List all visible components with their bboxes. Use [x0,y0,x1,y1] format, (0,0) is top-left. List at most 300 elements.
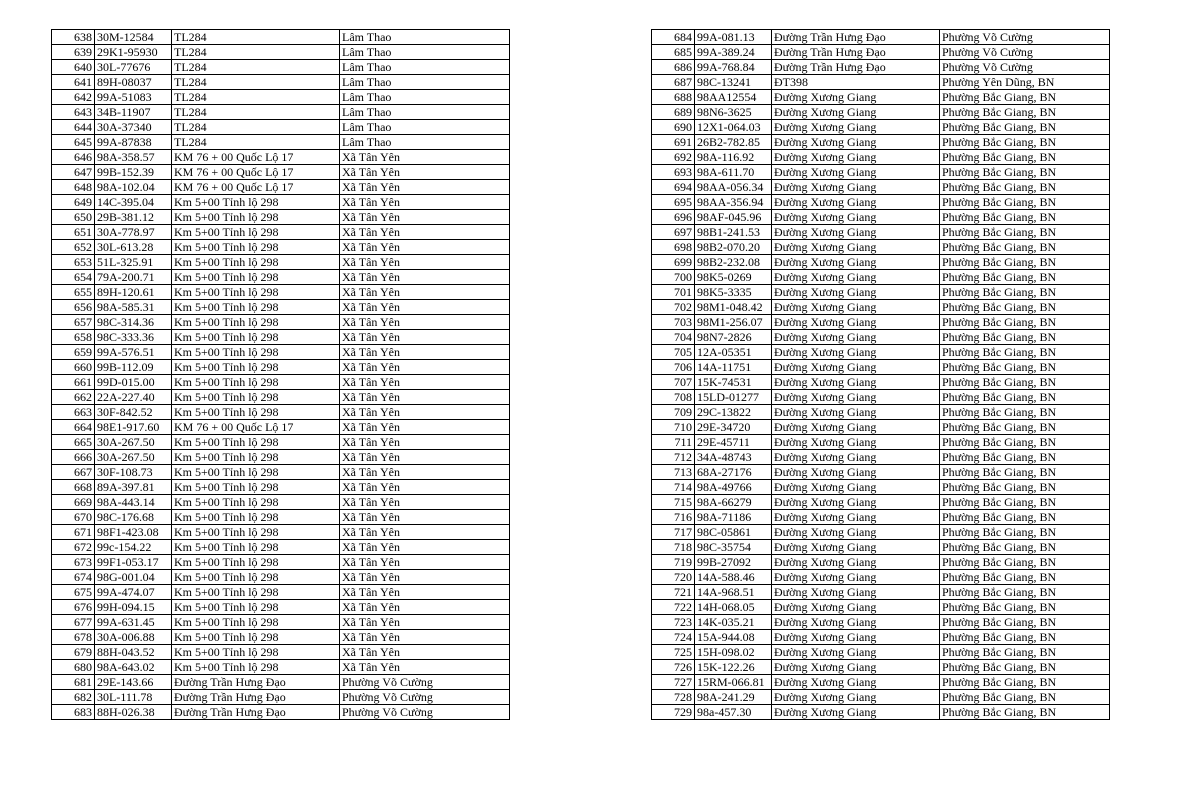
location-cell: Đường Xương Giang [772,435,940,450]
ward-cell: Xã Tân Yên [340,465,510,480]
license-plate-cell: 88H-043.52 [95,645,172,660]
table-row [52,240,510,255]
location-cell: Đường Xương Giang [772,510,940,525]
table-row [52,345,510,360]
table-row [52,585,510,600]
row-number-cell: 640 [52,60,95,75]
license-plate-cell: 14A-588.46 [695,570,772,585]
license-plate-cell: 34A-48743 [695,450,772,465]
license-plate-cell: 30L-111.78 [95,690,172,705]
ward-cell: Phường Bắc Giang, BN [940,375,1110,390]
ward-cell: Xã Tân Yên [340,660,510,675]
location-cell: Km 5+00 Tỉnh lộ 298 [172,480,340,495]
location-cell: KM 76 + 00 Quốc Lộ 17 [172,150,340,165]
location-cell: KM 76 + 00 Quốc Lộ 17 [172,180,340,195]
ward-cell: Lâm Thao [340,135,510,150]
row-number-cell: 651 [52,225,95,240]
license-plate-cell: 29E-45711 [695,435,772,450]
ward-cell: Phường Bắc Giang, BN [940,255,1110,270]
table-row [52,30,510,45]
license-plate-cell: 34B-11907 [95,105,172,120]
row-number-cell: 718 [652,540,695,555]
ward-cell: Xã Tân Yên [340,375,510,390]
location-cell: Km 5+00 Tỉnh lộ 298 [172,570,340,585]
row-number-cell: 702 [652,300,695,315]
location-cell: Đường Xương Giang [772,690,940,705]
ward-cell: Phường Bắc Giang, BN [940,270,1110,285]
location-cell: Đường Xương Giang [772,105,940,120]
license-plate-cell: 98A-611.70 [695,165,772,180]
location-cell: Km 5+00 Tỉnh lộ 298 [172,390,340,405]
license-plate-cell: 15H-098.02 [695,645,772,660]
location-cell: Đường Xương Giang [772,390,940,405]
license-plate-cell: 30F-108.73 [95,465,172,480]
license-plate-cell: 99B-152.39 [95,165,172,180]
location-cell: TL284 [172,135,340,150]
ward-cell: Lâm Thao [340,60,510,75]
license-plate-cell: 98AA-056.34 [695,180,772,195]
license-plate-cell: 99A-474.07 [95,585,172,600]
license-plate-cell: 98A-116.92 [695,150,772,165]
row-number-cell: 657 [52,315,95,330]
row-number-cell: 639 [52,45,95,60]
ward-cell: Xã Tân Yên [340,510,510,525]
ward-cell: Phường Bắc Giang, BN [940,525,1110,540]
table-row [652,480,1110,495]
ward-cell: Xã Tân Yên [340,615,510,630]
ward-cell: Phường Võ Cường [940,30,1110,45]
row-number-cell: 713 [652,465,695,480]
row-number-cell: 675 [52,585,95,600]
ward-cell: Xã Tân Yên [340,225,510,240]
license-plate-cell: 99B-112.09 [95,360,172,375]
ward-cell: Xã Tân Yên [340,195,510,210]
table-row [652,540,1110,555]
row-number-cell: 698 [652,240,695,255]
row-number-cell: 711 [652,435,695,450]
row-number-cell: 721 [652,585,695,600]
license-plate-cell: 15K-74531 [695,375,772,390]
row-number-cell: 699 [652,255,695,270]
ward-cell: Phường Bắc Giang, BN [940,210,1110,225]
row-number-cell: 684 [652,30,695,45]
location-cell: Đường Xương Giang [772,165,940,180]
row-number-cell: 643 [52,105,95,120]
row-number-cell: 726 [652,660,695,675]
row-number-cell: 727 [652,675,695,690]
ward-cell: Phường Bắc Giang, BN [940,165,1110,180]
table-row [652,165,1110,180]
table-row [52,210,510,225]
row-number-cell: 697 [652,225,695,240]
location-cell: Đường Xương Giang [772,660,940,675]
license-plate-cell: 98A-49766 [695,480,772,495]
ward-cell: Lâm Thao [340,30,510,45]
license-plate-cell: 98K5-3335 [695,285,772,300]
table-row [52,90,510,105]
ward-cell: Phường Bắc Giang, BN [940,705,1110,720]
row-number-cell: 677 [52,615,95,630]
table-row [52,660,510,675]
table-row [652,105,1110,120]
ward-cell: Xã Tân Yên [340,540,510,555]
license-plate-cell: 98A-358.57 [95,150,172,165]
location-cell: Km 5+00 Tỉnh lộ 298 [172,660,340,675]
license-plate-cell: 22A-227.40 [95,390,172,405]
table-row [52,600,510,615]
table-row [652,135,1110,150]
table-row [52,555,510,570]
license-plate-cell: 15K-122.26 [695,660,772,675]
location-cell: Km 5+00 Tỉnh lộ 298 [172,540,340,555]
table-row [52,465,510,480]
location-cell: Km 5+00 Tỉnh lộ 298 [172,630,340,645]
ward-cell: Phường Bắc Giang, BN [940,300,1110,315]
license-plate-cell: 98AA-356.94 [695,195,772,210]
row-number-cell: 707 [652,375,695,390]
table-row [652,435,1110,450]
table-row [52,285,510,300]
location-cell: Đường Xương Giang [772,525,940,540]
table-row [52,495,510,510]
license-plate-cell: 98B2-070.20 [695,240,772,255]
location-cell: Km 5+00 Tỉnh lộ 298 [172,315,340,330]
location-cell: Đường Xương Giang [772,405,940,420]
ward-cell: Lâm Thao [340,45,510,60]
row-number-cell: 641 [52,75,95,90]
table-row [52,450,510,465]
row-number-cell: 715 [652,495,695,510]
location-cell: Đường Xương Giang [772,585,940,600]
location-cell: KM 76 + 00 Quốc Lộ 17 [172,420,340,435]
license-plate-cell: 26B2-782.85 [695,135,772,150]
table-row [652,225,1110,240]
row-number-cell: 660 [52,360,95,375]
row-number-cell: 650 [52,210,95,225]
ward-cell: Phường Bắc Giang, BN [940,180,1110,195]
row-number-cell: 720 [652,570,695,585]
location-cell: Đường Xương Giang [772,675,940,690]
row-number-cell: 696 [652,210,695,225]
ward-cell: Phường Bắc Giang, BN [940,420,1110,435]
row-number-cell: 648 [52,180,95,195]
ward-cell: Phường Võ Cường [940,45,1110,60]
ward-cell: Xã Tân Yên [340,180,510,195]
license-plate-cell: 51L-325.91 [95,255,172,270]
ward-cell: Phường Bắc Giang, BN [940,600,1110,615]
license-plate-cell: 98AF-045.96 [695,210,772,225]
table-row [52,375,510,390]
license-plate-cell: 15RM-066.81 [695,675,772,690]
row-number-cell: 673 [52,555,95,570]
location-cell: Km 5+00 Tỉnh lộ 298 [172,450,340,465]
location-cell: TL284 [172,75,340,90]
table-row [52,420,510,435]
ward-cell: Phường Võ Cường [340,675,510,690]
license-plate-cell: 98A-585.31 [95,300,172,315]
row-number-cell: 709 [652,405,695,420]
table-row [652,120,1110,135]
location-cell: Km 5+00 Tỉnh lộ 298 [172,405,340,420]
license-plate-cell: 29E-143.66 [95,675,172,690]
location-cell: Đường Xương Giang [772,120,940,135]
row-number-cell: 656 [52,300,95,315]
license-plate-cell: 14A-968.51 [695,585,772,600]
ward-cell: Phường Bắc Giang, BN [940,360,1110,375]
ward-cell: Xã Tân Yên [340,330,510,345]
location-cell: Đường Xương Giang [772,375,940,390]
table-row [52,225,510,240]
ward-cell: Xã Tân Yên [340,420,510,435]
location-cell: ĐT398 [772,75,940,90]
row-number-cell: 716 [652,510,695,525]
ward-cell: Xã Tân Yên [340,210,510,225]
ward-cell: Xã Tân Yên [340,585,510,600]
license-plate-cell: 30A-006.88 [95,630,172,645]
license-plate-cell: 14C-395.04 [95,195,172,210]
table-row [652,660,1110,675]
license-plate-cell: 98M1-048.42 [695,300,772,315]
row-number-cell: 662 [52,390,95,405]
ward-cell: Xã Tân Yên [340,435,510,450]
license-plate-cell: 99B-27092 [695,555,772,570]
license-plate-cell: 89H-08037 [95,75,172,90]
row-number-cell: 705 [652,345,695,360]
license-plate-cell: 15LD-01277 [695,390,772,405]
license-plate-cell: 98K5-0269 [695,270,772,285]
location-cell: Đường Xương Giang [772,450,940,465]
row-number-cell: 701 [652,285,695,300]
license-plate-cell: 14H-068.05 [695,600,772,615]
table-row [652,195,1110,210]
ward-cell: Phường Bắc Giang, BN [940,345,1110,360]
table-row [652,150,1110,165]
table-row [52,270,510,285]
ward-cell: Phường Võ Cường [340,705,510,720]
table-row [652,255,1110,270]
ward-cell: Phường Bắc Giang, BN [940,390,1110,405]
ward-cell: Phường Bắc Giang, BN [940,465,1110,480]
location-cell: Km 5+00 Tỉnh lộ 298 [172,300,340,315]
table-row [52,690,510,705]
location-cell: Đường Xương Giang [772,465,940,480]
license-plate-cell: 98G-001.04 [95,570,172,585]
table-row [652,210,1110,225]
license-plate-cell: 89A-397.81 [95,480,172,495]
ward-cell: Phường Võ Cường [940,60,1110,75]
table-row [652,405,1110,420]
row-number-cell: 649 [52,195,95,210]
location-cell: Đường Xương Giang [772,645,940,660]
ward-cell: Lâm Thao [340,75,510,90]
location-cell: TL284 [172,45,340,60]
location-cell: Đường Trần Hưng Đạo [772,60,940,75]
location-cell: Km 5+00 Tỉnh lộ 298 [172,240,340,255]
license-plate-cell: 29K1-95930 [95,45,172,60]
row-number-cell: 652 [52,240,95,255]
location-cell: Đường Xương Giang [772,630,940,645]
row-number-cell: 681 [52,675,95,690]
table-row [52,60,510,75]
ward-cell: Xã Tân Yên [340,390,510,405]
table-row [52,645,510,660]
ward-cell: Phường Bắc Giang, BN [940,630,1110,645]
location-cell: Đường Xương Giang [772,150,940,165]
table-row [652,675,1110,690]
row-number-cell: 680 [52,660,95,675]
location-cell: KM 76 + 00 Quốc Lộ 17 [172,165,340,180]
location-cell: TL284 [172,60,340,75]
table-row [652,630,1110,645]
ward-cell: Phường Bắc Giang, BN [940,120,1110,135]
row-number-cell: 645 [52,135,95,150]
row-number-cell: 676 [52,600,95,615]
table-row [652,90,1110,105]
table-row [52,540,510,555]
table-row [652,465,1110,480]
table-row [652,450,1110,465]
row-number-cell: 728 [652,690,695,705]
location-cell: Đường Xương Giang [772,420,940,435]
location-cell: Đường Trần Hưng Đạo [172,690,340,705]
table-row [52,630,510,645]
table-row [52,570,510,585]
license-plate-cell: 98N6-3625 [695,105,772,120]
ward-cell: Xã Tân Yên [340,150,510,165]
table-row [652,585,1110,600]
table-row [52,315,510,330]
ward-cell: Lâm Thao [340,90,510,105]
table-row [52,435,510,450]
license-plate-cell: 30M-12584 [95,30,172,45]
license-plate-cell: 98A-66279 [695,495,772,510]
location-cell: Đường Xương Giang [772,270,940,285]
ward-cell: Phường Bắc Giang, BN [940,135,1110,150]
table-row [52,390,510,405]
table-row [652,300,1110,315]
table-row [52,330,510,345]
license-plate-cell: 99A-768.84 [695,60,772,75]
table-row [52,45,510,60]
row-number-cell: 722 [652,600,695,615]
location-cell: Km 5+00 Tỉnh lộ 298 [172,375,340,390]
location-cell: Đường Xương Giang [772,555,940,570]
ward-cell: Phường Bắc Giang, BN [940,330,1110,345]
location-cell: TL284 [172,120,340,135]
table-row [652,330,1110,345]
row-number-cell: 729 [652,705,695,720]
row-number-cell: 647 [52,165,95,180]
license-plate-cell: 99A-631.45 [95,615,172,630]
table-row [652,645,1110,660]
ward-cell: Phường Bắc Giang, BN [940,285,1110,300]
table-row [52,105,510,120]
location-cell: Km 5+00 Tỉnh lộ 298 [172,270,340,285]
ward-cell: Phường Võ Cường [340,690,510,705]
ward-cell: Phường Bắc Giang, BN [940,435,1110,450]
row-number-cell: 692 [652,150,695,165]
license-plate-cell: 29E-34720 [695,420,772,435]
table-row [52,705,510,720]
row-number-cell: 687 [652,75,695,90]
row-number-cell: 694 [652,180,695,195]
table-row [652,510,1110,525]
location-cell: Km 5+00 Tỉnh lộ 298 [172,600,340,615]
row-number-cell: 638 [52,30,95,45]
ward-cell: Lâm Thao [340,105,510,120]
location-cell: Đường Trần Hưng Đạo [772,45,940,60]
license-plate-cell: 98E1-917.60 [95,420,172,435]
table-row [652,690,1110,705]
location-cell: Đường Xương Giang [772,345,940,360]
row-number-cell: 724 [652,630,695,645]
location-cell: Km 5+00 Tỉnh lộ 298 [172,360,340,375]
row-number-cell: 725 [652,645,695,660]
license-plate-cell: 98C-176.68 [95,510,172,525]
license-plate-cell: 15A-944.08 [695,630,772,645]
table-row [52,120,510,135]
row-number-cell: 700 [652,270,695,285]
license-plate-cell: 98A-102.04 [95,180,172,195]
row-number-cell: 695 [652,195,695,210]
table-row [52,135,510,150]
ward-cell: Phường Bắc Giang, BN [940,315,1110,330]
table-row [52,180,510,195]
row-number-cell: 679 [52,645,95,660]
license-plate-cell: 98C-13241 [695,75,772,90]
ward-cell: Phường Bắc Giang, BN [940,615,1110,630]
ward-cell: Phường Bắc Giang, BN [940,150,1110,165]
ward-cell: Phường Bắc Giang, BN [940,660,1110,675]
license-plate-cell: 99A-51083 [95,90,172,105]
row-number-cell: 654 [52,270,95,285]
ward-cell: Xã Tân Yên [340,570,510,585]
ward-cell: Phường Bắc Giang, BN [940,555,1110,570]
table-row [652,495,1110,510]
license-plate-cell: 99H-094.15 [95,600,172,615]
location-cell: Đường Xương Giang [772,180,940,195]
row-number-cell: 717 [652,525,695,540]
location-cell: Km 5+00 Tỉnh lộ 298 [172,255,340,270]
row-number-cell: 663 [52,405,95,420]
location-cell: Km 5+00 Tỉnh lộ 298 [172,525,340,540]
location-cell: Đường Trần Hưng Đạo [172,705,340,720]
table-row [52,255,510,270]
table-row [52,510,510,525]
ward-cell: Xã Tân Yên [340,240,510,255]
table-row [652,390,1110,405]
location-cell: Đường Xương Giang [772,615,940,630]
license-plate-cell: 98F1-423.08 [95,525,172,540]
row-number-cell: 653 [52,255,95,270]
ward-cell: Xã Tân Yên [340,300,510,315]
ward-cell: Xã Tân Yên [340,405,510,420]
table-row [652,420,1110,435]
location-cell: Km 5+00 Tỉnh lộ 298 [172,555,340,570]
table-row [652,345,1110,360]
row-number-cell: 642 [52,90,95,105]
location-cell: Km 5+00 Tỉnh lộ 298 [172,585,340,600]
ward-cell: Xã Tân Yên [340,600,510,615]
license-plate-cell: 29C-13822 [695,405,772,420]
location-cell: TL284 [172,30,340,45]
row-number-cell: 674 [52,570,95,585]
table-row [52,525,510,540]
ward-cell: Phường Bắc Giang, BN [940,480,1110,495]
location-cell: Đường Xương Giang [772,255,940,270]
ward-cell: Phường Bắc Giang, BN [940,690,1110,705]
license-plate-cell: 99c-154.22 [95,540,172,555]
